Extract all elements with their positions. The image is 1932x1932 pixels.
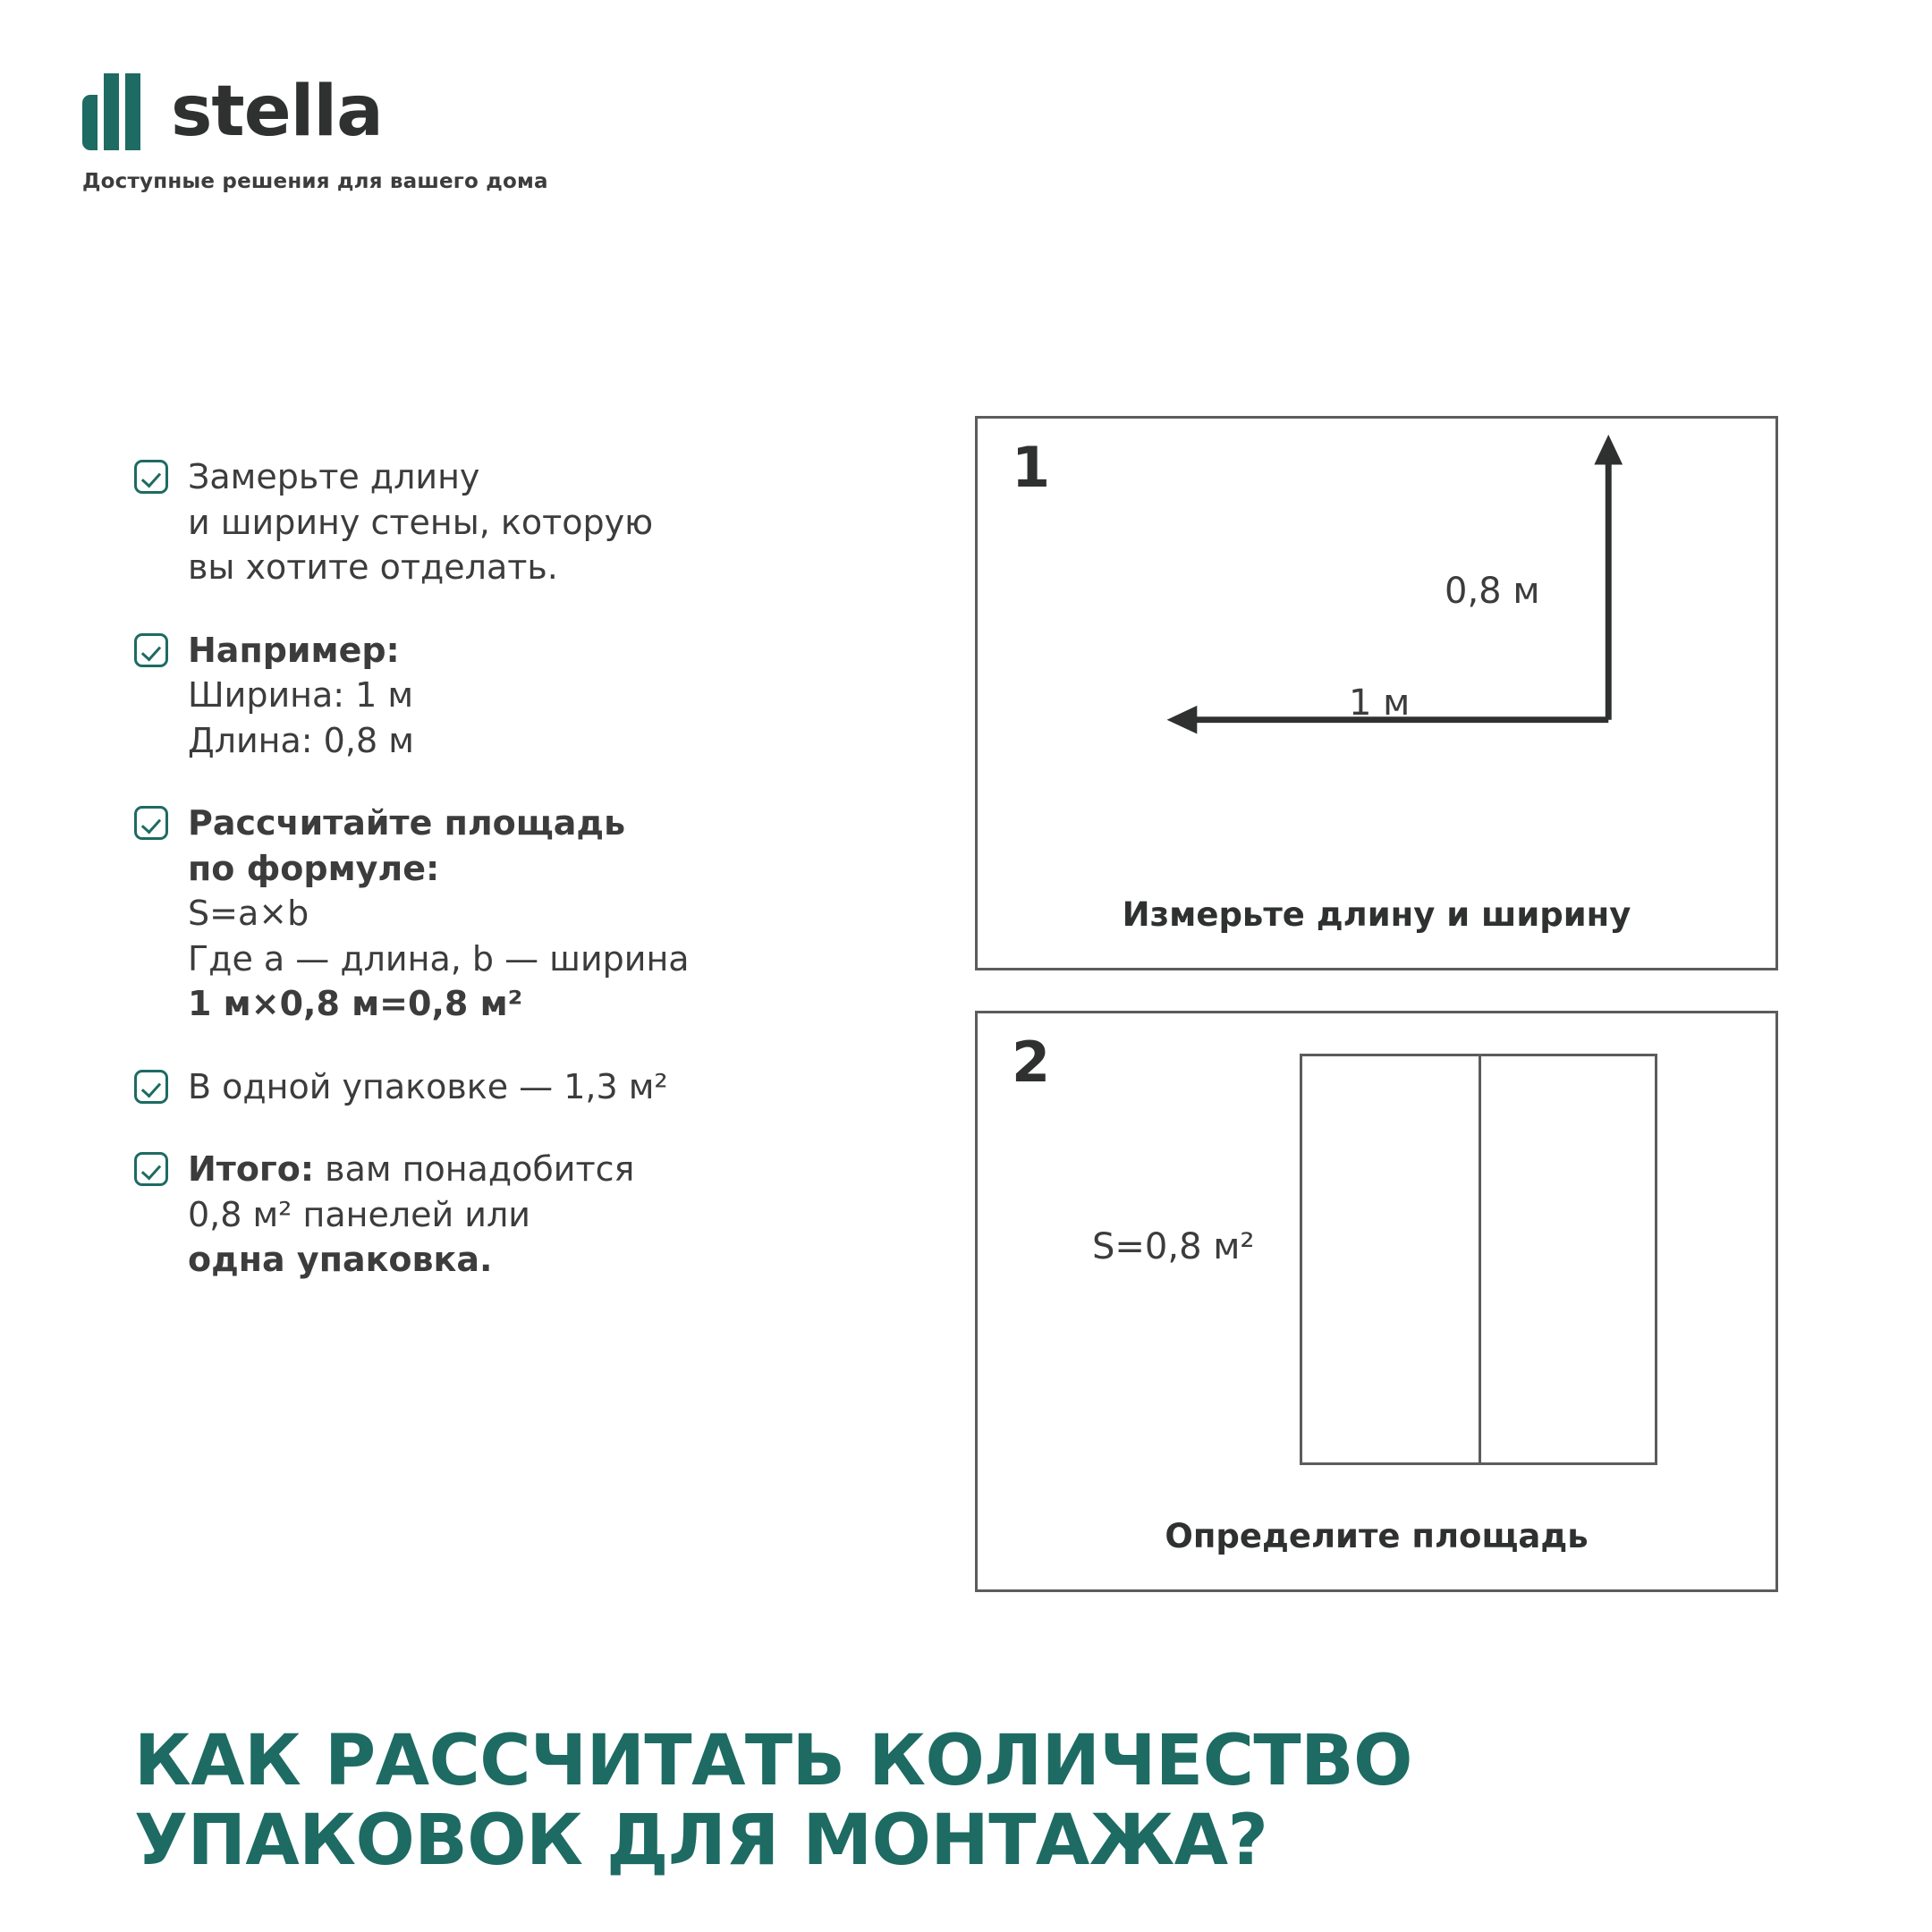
pack-area-text: В одной упаковке — 1,3 м² [188, 1066, 668, 1106]
list-item-measure [134, 454, 868, 590]
instruction-list [134, 454, 868, 1320]
check-icon [134, 1070, 168, 1104]
total-title: Итого: [188, 1149, 315, 1190]
stella-mark-icon [82, 73, 140, 150]
list-item-text [188, 1064, 668, 1110]
formula-result: 1 м×0,8 м=0,8 м² [188, 984, 523, 1024]
total-line-2: 0,8 м² панелей или [188, 1194, 530, 1234]
list-item-text [188, 801, 690, 1027]
measure-line-2: и ширину стены, которую [188, 502, 654, 542]
formula-expression: S=a×b [188, 894, 309, 934]
example-width: Ширина: 1 м [188, 675, 414, 716]
formula-title-line-2: по формуле: [188, 848, 440, 888]
panel-caption: Определите площадь [1165, 1517, 1589, 1555]
total-line-3: одна упаковка. [188, 1240, 493, 1280]
check-icon [134, 1152, 168, 1186]
check-icon [134, 633, 168, 667]
logo-bar-1 [82, 95, 97, 150]
panel-number: 2 [1012, 1030, 1051, 1095]
measure-line-1: Замерьте длину [188, 457, 480, 496]
total-rest: вам понадобится [314, 1149, 635, 1190]
list-item-text [188, 1147, 634, 1283]
list-item-text [188, 628, 414, 764]
panel-caption: Измерьте длину и ширину [1122, 895, 1631, 934]
panel-divider-line [1479, 1056, 1481, 1462]
panel-number: 1 [1012, 435, 1051, 500]
example-length: Длина: 0,8 м [188, 720, 414, 760]
check-icon [134, 460, 168, 494]
formula-title-line-1: Рассчитайте площадь [188, 803, 626, 843]
check-icon [134, 806, 168, 840]
measure-line-3: вы хотите отделать. [188, 547, 558, 588]
logo-bar-3 [125, 73, 140, 150]
list-item-total [134, 1147, 868, 1283]
list-item-formula [134, 801, 868, 1027]
wall-rectangle-icon [1300, 1054, 1657, 1465]
logo-row [82, 73, 548, 150]
brand-logo [82, 73, 548, 193]
area-label: S=0,8 м² [1092, 1226, 1255, 1267]
headline-line-1: КАК РАССЧИТАТЬ КОЛИЧЕСТВО [134, 1721, 1412, 1801]
logo-bar-2 [104, 73, 119, 150]
list-item-pack-area [134, 1064, 868, 1110]
page-title [134, 1722, 1655, 1881]
diagram-panel-step-1: 1 0,8 м 1 м Измерьте длину и ширину [975, 416, 1778, 970]
list-item-text [188, 454, 653, 590]
total-line-1 [188, 1147, 634, 1192]
brand-name: stella [171, 72, 383, 152]
brand-tagline: Доступные решения для вашего дома [82, 170, 548, 193]
formula-legend: Где a — длина, b — ширина [188, 938, 690, 979]
example-title: Например: [188, 630, 400, 670]
headline-line-2: УПАКОВОК ДЛЯ МОНТАЖА? [134, 1800, 1268, 1881]
list-item-example [134, 628, 868, 764]
diagram-panel-step-2 [975, 1011, 1778, 1592]
